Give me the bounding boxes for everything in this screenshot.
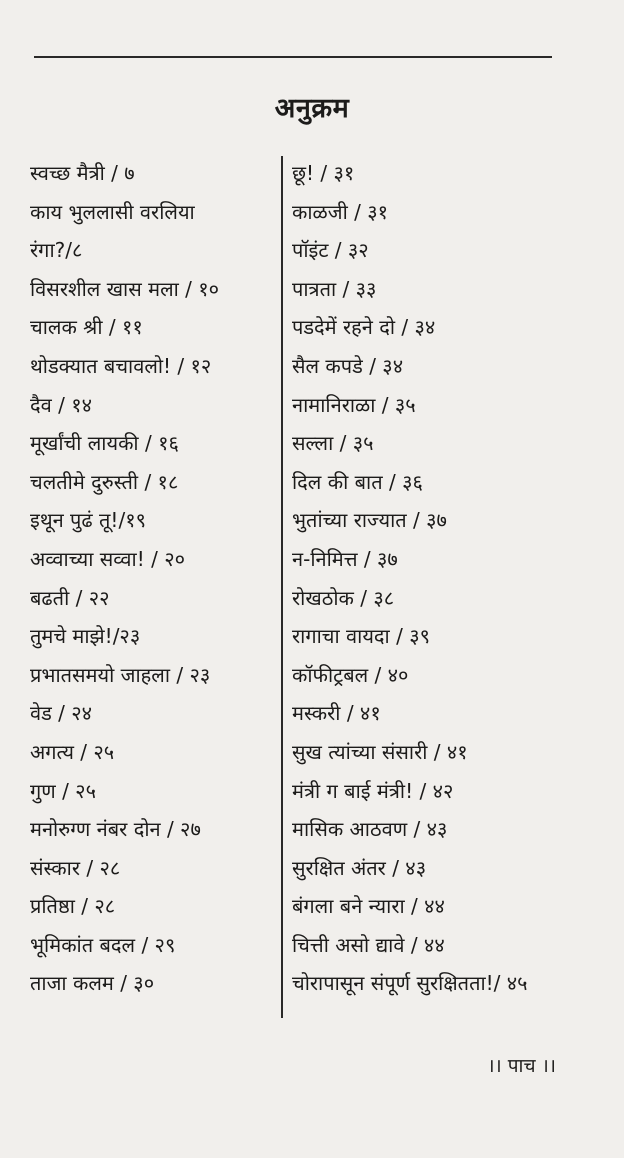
top-rule bbox=[34, 56, 552, 58]
toc-entry: तुमचे माझे!/२३ bbox=[30, 624, 141, 649]
toc-entry: अव्वाच्या सव्वा! / २० bbox=[30, 546, 186, 571]
toc-entry: बंगला बने न्यारा / ४४ bbox=[292, 894, 445, 919]
toc-entry: सुरक्षित अंतर / ४३ bbox=[292, 855, 427, 880]
toc-entry: पडदेमें रहने दो / ३४ bbox=[292, 315, 436, 340]
toc-entry: चोरापासून संपूर्ण सुरक्षितता!/ ४५ bbox=[292, 971, 528, 996]
toc-entry: चालक श्री / ११ bbox=[30, 315, 143, 340]
column-divider bbox=[281, 156, 283, 1018]
toc-entry: थोडक्यात बचावलो! / १२ bbox=[30, 353, 212, 378]
toc-entry: काय भुललासी वरलिया bbox=[30, 199, 195, 224]
toc-entry: इथून पुढं तू!/१९ bbox=[30, 508, 146, 533]
page-title: अनुक्रम bbox=[274, 93, 350, 124]
toc-entry: सैल कपडे / ३४ bbox=[292, 353, 404, 378]
right-column bbox=[292, 155, 592, 1004]
toc-entry: रागाचा वायदा / ३९ bbox=[292, 624, 430, 649]
toc-entry: अगत्य / २५ bbox=[30, 739, 115, 764]
toc-entry: पॉइंट / ३२ bbox=[292, 238, 369, 263]
toc-entry: ताजा कलम / ३० bbox=[30, 971, 155, 996]
toc-entry: काळजी / ३१ bbox=[292, 199, 389, 224]
toc-entry: सल्ला / ३५ bbox=[292, 431, 374, 456]
toc-entry: रंगा?/८ bbox=[30, 238, 83, 263]
toc-entry: प्रभातसमयो जाहला / २३ bbox=[30, 662, 211, 687]
toc-entry: रोखठोक / ३८ bbox=[292, 585, 395, 610]
toc-entry: मासिक आठवण / ४३ bbox=[292, 817, 448, 842]
toc-entry: कॉफीट्रबल / ४० bbox=[292, 662, 409, 687]
toc-entry: भुतांच्या राज्यात / ३७ bbox=[292, 508, 447, 533]
toc-entry: सुख त्यांच्या संसारी / ४१ bbox=[292, 739, 468, 764]
toc-entry: मूर्खांची लायकी / १६ bbox=[30, 431, 179, 456]
toc-entry: दिल की बात / ३६ bbox=[292, 469, 423, 494]
toc-entry: पात्रता / ३३ bbox=[292, 276, 377, 301]
left-column bbox=[30, 155, 278, 1004]
toc-entry: भूमिकांत बदल / २९ bbox=[30, 932, 176, 957]
toc-entry: बढती / २२ bbox=[30, 585, 110, 610]
toc-entry: चित्ती असो द्यावे / ४४ bbox=[292, 932, 445, 957]
toc-entry: दैव / १४ bbox=[30, 392, 92, 417]
toc-entry: स्वच्छ मैत्री / ७ bbox=[30, 161, 135, 185]
toc-entry: विसरशील खास मला / १० bbox=[30, 276, 220, 301]
toc-entry: मनोरुग्ण नंबर दोन / २७ bbox=[30, 817, 201, 842]
toc-entry: मंत्री ग बाई मंत्री! / ४२ bbox=[292, 778, 454, 803]
toc-entry: वेड / २४ bbox=[30, 701, 93, 726]
toc-entry: मस्करी / ४१ bbox=[292, 701, 381, 726]
toc-entry: गुण / २५ bbox=[30, 778, 96, 803]
toc-entry: प्रतिष्ठा / २८ bbox=[30, 894, 116, 919]
toc-entry: चलतीमे दुरुस्ती / १८ bbox=[30, 469, 179, 494]
toc-entry: न-निमित्त / ३७ bbox=[292, 546, 398, 571]
toc-entry: संस्कार / २८ bbox=[30, 855, 121, 880]
toc-entry: नामानिराळा / ३५ bbox=[292, 392, 416, 417]
page-number: ।। पाच ।। bbox=[487, 1055, 556, 1077]
toc-entry: छू! / ३१ bbox=[292, 161, 355, 185]
